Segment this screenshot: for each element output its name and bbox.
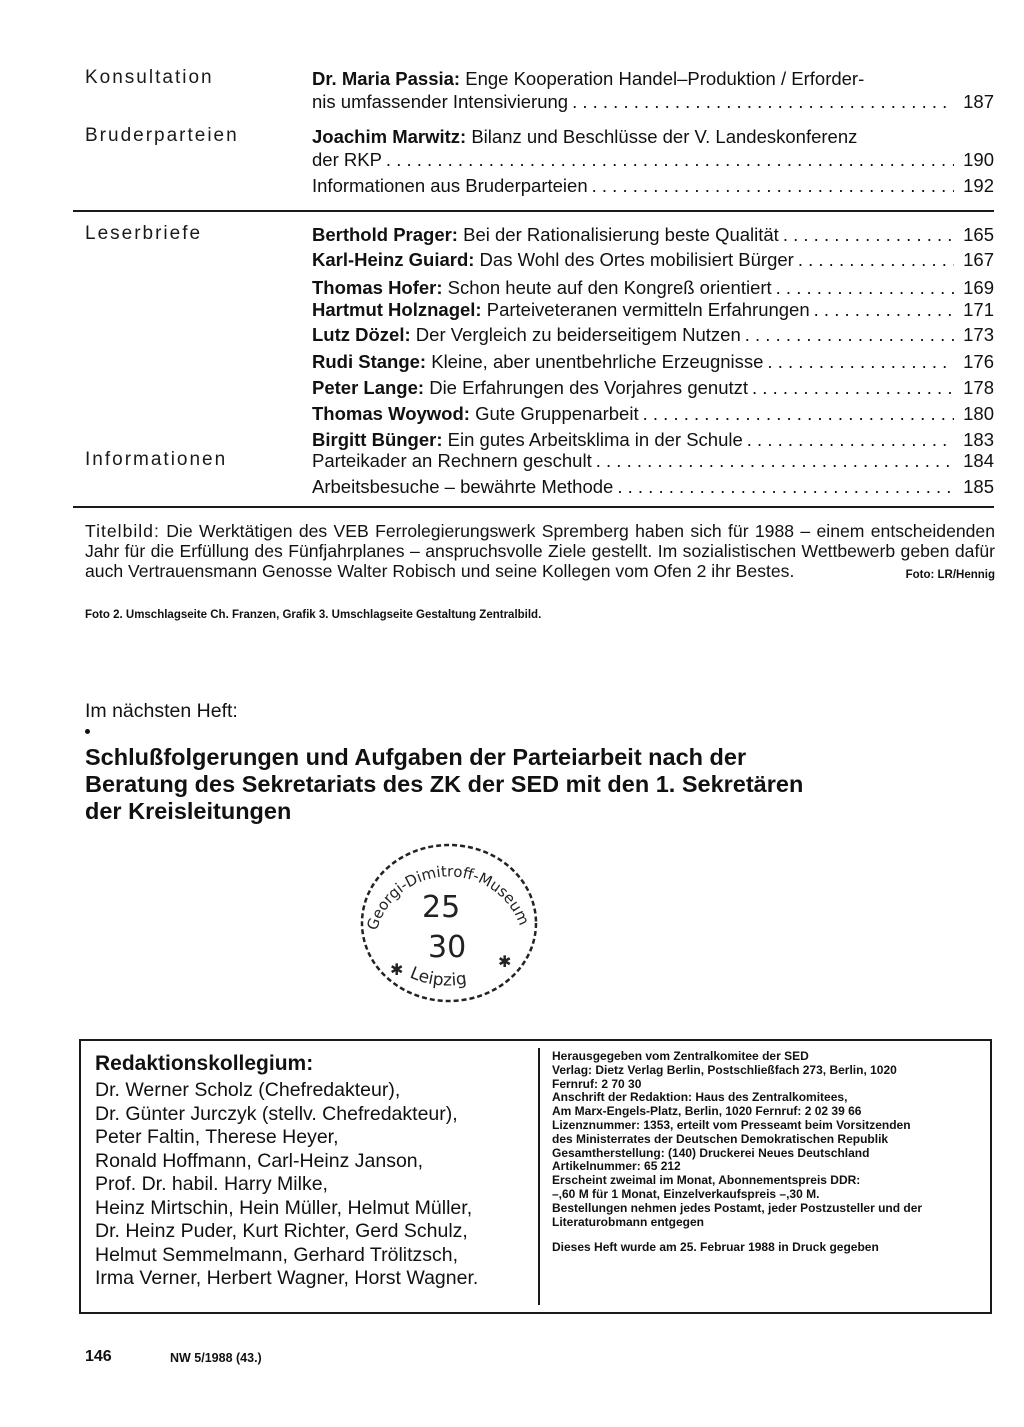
box-divider — [538, 1048, 540, 1305]
page-number: 146 — [85, 1348, 112, 1365]
toc-page-number: 184 — [963, 450, 994, 471]
toc-entry — [312, 248, 994, 273]
toc-leserbriefe — [312, 223, 994, 454]
redaktion-line: Dr. Heinz Puder, Kurt Richter, Gerd Schulz, — [95, 1220, 468, 1242]
impressum — [552, 1050, 982, 1255]
toc-entry — [312, 298, 994, 323]
section-divider — [73, 210, 994, 212]
imprint-box — [79, 1039, 992, 1314]
photo-credit: Foto: LR/Hennig — [905, 569, 995, 581]
impressum-line: Am Marx-Engels-Platz, Berlin, 1020 Fernruf: 2 02 39 66 — [552, 1104, 862, 1119]
toc-entry — [312, 223, 994, 248]
toc-page-number: 171 — [963, 299, 994, 320]
toc-author: Birgitt Bünger: — [312, 429, 443, 450]
toc-entry — [312, 449, 994, 475]
toc-title: Bilanz und Beschlüsse der V. Landeskonferenz — [466, 126, 858, 147]
leader-dots — [643, 402, 954, 425]
toc-title: Arbeitsbesuche – bewährte Methode — [312, 476, 614, 497]
toc-title: Kleine, aber unentbehrliche Erzeugnisse — [426, 351, 764, 372]
toc-title-continued: nis umfassender Intensivierung — [312, 91, 569, 112]
redaktion-list — [95, 1079, 478, 1291]
next-issue-label: Im nächsten Heft: — [85, 700, 238, 722]
stamp-star-icon: ✱ — [498, 952, 512, 971]
toc-title: Bei der Rationalisierung beste Qualität — [457, 224, 779, 245]
toc-page-number: 173 — [963, 324, 994, 345]
leader-dots — [596, 449, 954, 472]
toc-entry — [312, 276, 994, 298]
toc-author: Lutz Dözel: — [312, 324, 411, 345]
toc-author: Peter Lange: — [312, 377, 425, 398]
toc-entry — [312, 475, 994, 501]
toc-entry — [312, 376, 994, 402]
leader-dots — [617, 475, 954, 498]
print-note: Dieses Heft wurde am 25. Februar 1988 in Druck gegeben — [552, 1240, 879, 1255]
impressum-line: Literaturobmann entgegen — [552, 1214, 705, 1229]
issue-reference: NW 5/1988 (43.) — [170, 1351, 262, 1365]
next-issue-title: Schlußfolgerungen und Aufgaben der Parteiarbeit nach der Beratung des Sekretariats des ZK der SED mit den 1. Sekretären der Kreisleitungen — [85, 744, 804, 824]
stamp-ring-text: Georgi-Dimitroff-Museum — [363, 862, 534, 933]
stamp-city: Leipzig — [407, 963, 469, 991]
redaktion-line: Peter Faltin, Therese Heyer, — [95, 1126, 339, 1148]
toc-konsultation — [312, 67, 994, 113]
leader-dots — [592, 174, 954, 197]
library-stamp — [354, 835, 544, 1005]
impressum-line: Verlag: Dietz Verlag Berlin, Postschließfach 273, Berlin, 1020 — [552, 1062, 897, 1077]
toc-page-number: 185 — [963, 476, 994, 497]
impressum-line: Anschrift der Redaktion: Haus des Zentralkomitees, — [552, 1090, 848, 1105]
toc-title: Parteiveteranen vermitteln Erfahrungen — [481, 299, 810, 320]
toc-page-number: 165 — [963, 224, 994, 245]
bullet-dot — [85, 729, 90, 734]
photo-credit-small: Foto 2. Umschlagseite Ch. Franzen, Grafik 3. Umschlagseite Gestaltung Zentralbild. — [85, 609, 542, 621]
impressum-line: –,60 M für 1 Monat, Einzelverkaufspreis –,30 M. — [552, 1186, 820, 1201]
toc-author: Thomas Hofer: — [312, 277, 443, 298]
toc-author: Thomas Woywod: — [312, 403, 470, 424]
toc-page-number: 178 — [963, 377, 994, 398]
stamp-star-icon: ✱ — [390, 960, 404, 979]
leader-dots — [747, 428, 954, 451]
caption-text: Die Werktätigen des VEB Ferrolegierungswerk Spremberg haben sich für 1988 – einem entscheidenden Jahr für die Erfüllung des Fünfjahrplanes – anspruchsvolle Ziele gestellt. Im sozialistischen Wettbewerb geben dafür auch Vertrauensmann Genosse Walter Robisch und seine Kollegen vom Ofen 2 ihr Bestes. — [85, 521, 995, 581]
impressum-line: Herausgegeben vom Zentralkomitee der SED — [552, 1049, 809, 1063]
redaktion-title: Redaktionskollegium: — [95, 1052, 314, 1075]
toc-title: Enge Kooperation Handel–Produktion / Erforder- — [460, 68, 865, 89]
toc-entry — [312, 125, 994, 171]
leader-dots — [752, 376, 954, 399]
stamp-number-bottom: 30 — [428, 930, 467, 965]
toc-title: Gute Gruppenarbeit — [469, 403, 639, 424]
leader-dots — [814, 298, 954, 321]
impressum-line: Bestellungen nehmen jedes Postamt, jeder Postzusteller und der — [552, 1200, 923, 1215]
toc-title: Parteikader an Rechnern geschult — [312, 450, 592, 471]
toc-title: Ein gutes Arbeitsklima in der Schule — [442, 429, 743, 450]
impressum-line: Gesamtherstellung: (140) Druckerei Neues Deutschland — [552, 1145, 870, 1160]
impressum-line: des Ministerrates der Deutschen Demokratischen Republik — [552, 1131, 889, 1146]
section-label-bruderparteien: Bruderparteien — [85, 125, 239, 146]
stamp-number-top: 25 — [422, 890, 461, 925]
toc-page-number: 183 — [963, 429, 994, 450]
toc-title-continued: der RKP — [312, 149, 382, 170]
impressum-line: Lizenznummer: 1353, erteilt vom Presseamt beim Vorsitzenden — [552, 1117, 911, 1132]
toc-author: Berthold Prager: — [312, 224, 458, 245]
toc-informationen — [312, 449, 994, 501]
toc-title: Informationen aus Bruderparteien — [312, 175, 588, 196]
redaktion-line: Ronald Hoffmann, Carl-Heinz Janson, — [95, 1149, 424, 1172]
redaktion-line: Prof. Dr. habil. Harry Milke, — [95, 1173, 328, 1195]
section-label-informationen: Informationen — [85, 449, 228, 470]
toc-page-number: 192 — [963, 175, 994, 196]
toc-entry — [312, 350, 994, 376]
leader-dots — [745, 323, 954, 346]
leader-dots — [572, 90, 954, 113]
caption-label: Titelbild: — [85, 521, 160, 541]
toc-author: Dr. Maria Passia: — [312, 68, 461, 89]
toc-page-number: 180 — [963, 403, 994, 424]
toc-author: Rudi Stange: — [312, 351, 427, 372]
toc-page-number: 176 — [963, 351, 994, 372]
redaktion-line: Dr. Werner Scholz (Chefredakteur), — [95, 1079, 401, 1101]
redaktion-line: Irma Verner, Herbert Wagner, Horst Wagner. — [95, 1267, 479, 1289]
impressum-line: Artikelnummer: 65 212 — [552, 1159, 681, 1174]
toc-page-number: 169 — [963, 277, 994, 298]
leader-dots — [798, 248, 954, 271]
redaktion-line: Helmut Semmelmann, Gerhard Trölitzsch, — [95, 1243, 459, 1266]
section-label-leserbriefe: Leserbriefe — [85, 223, 203, 244]
impressum-line: Fernruf: 2 70 30 — [552, 1076, 642, 1091]
leader-dots — [767, 350, 954, 373]
redaktion-line: Heinz Mirtschin, Hein Müller, Helmut Müller, — [95, 1196, 473, 1219]
toc-author: Karl-Heinz Guiard: — [312, 249, 475, 270]
toc-entry — [312, 323, 994, 348]
toc-page-number: 187 — [963, 91, 994, 112]
leader-dots — [783, 223, 954, 246]
toc-entry — [312, 174, 994, 197]
toc-page-number: 190 — [963, 149, 994, 170]
toc-title: Das Wohl des Ortes mobilisiert Bürger — [474, 249, 794, 270]
leader-dots — [386, 148, 954, 171]
redaktion-line: Dr. Günter Jurczyk (stellv. Chefredakteur), — [95, 1102, 458, 1125]
toc-author: Hartmut Holznagel: — [312, 299, 482, 320]
toc-entry — [312, 67, 994, 113]
leader-dots — [776, 276, 954, 299]
impressum-line: Erscheint zweimal im Monat, Abonnementspreis DDR: — [552, 1173, 861, 1188]
cover-caption — [85, 521, 995, 585]
toc-title: Die Erfahrungen des Vorjahres genutzt — [424, 377, 749, 398]
toc-title: Der Vergleich zu beiderseitigem Nutzen — [410, 324, 741, 345]
section-label-konsultation: Konsultation — [85, 67, 214, 88]
toc-title: Schon heute auf den Kongreß orientiert — [442, 277, 772, 298]
toc-entry — [312, 402, 994, 428]
section-divider — [73, 506, 994, 508]
toc-author: Joachim Marwitz: — [312, 126, 467, 147]
toc-bruderparteien — [312, 125, 994, 197]
toc-page-number: 167 — [963, 249, 994, 270]
